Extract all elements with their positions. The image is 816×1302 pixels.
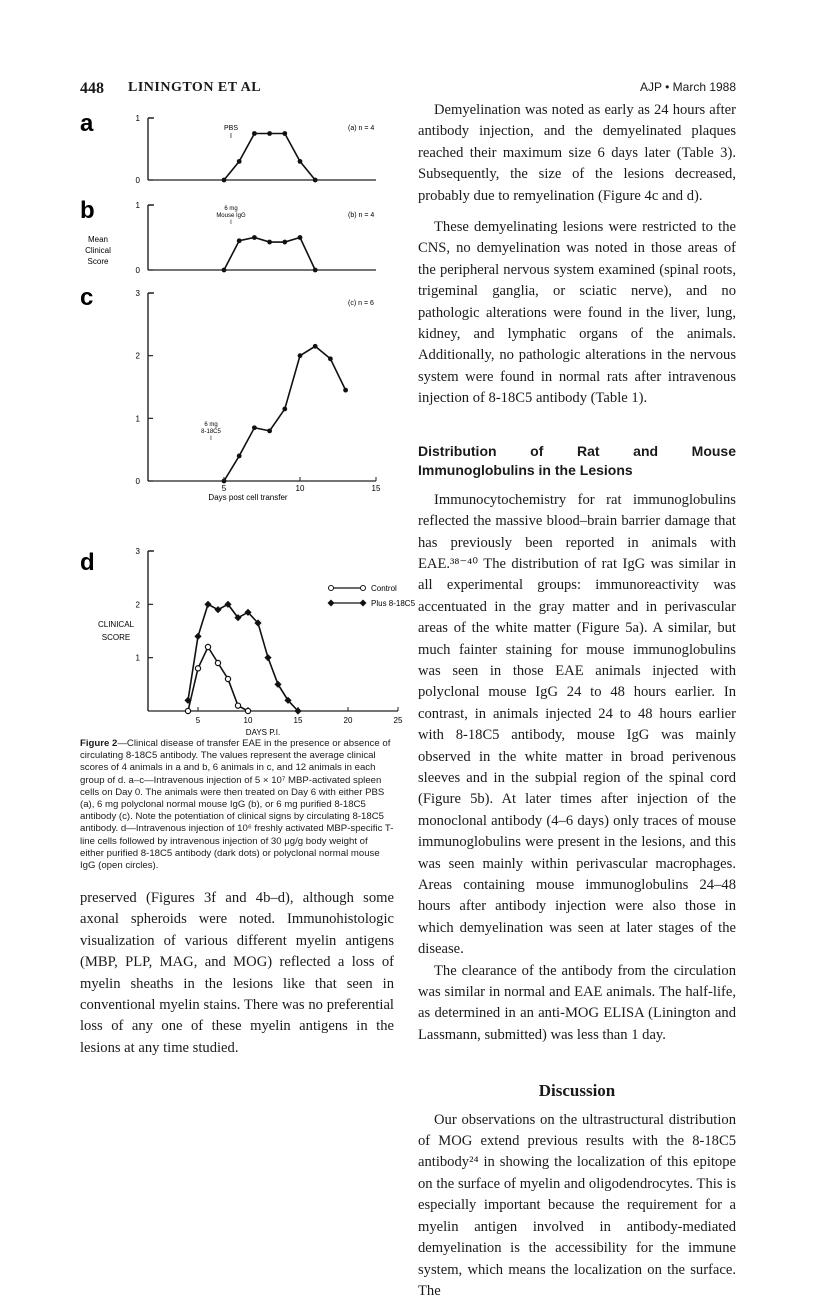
panel-n-label: (a) n = 4 [348,125,375,132]
data-point-panel-b [267,240,272,245]
treatment-label: 6 mg [204,422,218,428]
discussion-heading: Discussion [538,1081,616,1101]
data-point-panel-c [267,428,272,433]
x-tick-label: 10 [243,716,253,725]
data-point-control [205,644,210,649]
x-axis-label: DAYS P.I. [245,728,281,737]
left-column-text [80,888,394,1059]
legend-marker-plus [328,600,335,607]
treatment-label: I [230,133,232,140]
data-point-plus [214,606,221,613]
data-point-panel-b [237,238,242,243]
y-tick-label: 3 [135,547,140,556]
data-point-control [235,703,240,708]
y-axis-label: Score [87,257,109,266]
data-point-plus [194,633,201,640]
data-point-panel-c [237,454,242,459]
series-line-control [188,647,248,711]
paragraph: Immunocytochemistry for rat immunoglobulins reflected the massive blood–brain barrier damage that has previously been reported in animals with EAE.³⁸⁻⁴⁰ The distribution of rat IgG was similar in all experimental groups: immunoreactivity was accentuated in the gray matter and in perivascular areas of the white matter (Figure 5a). A similar, but much fainter staining for mouse immunoglobulins was seen in those EAE animals injected with polyclonal mouse IgG 24 to 48 hours earlier. In contrast, in animals injected 24 to 48 hours earlier with 8-18C5 antibody, mouse IgG was mainly observed in the white matter in broad perivenous sleeves and in the subpial region of the spinal cord (Figure 5b). At later times after injection of the monoclonal antibody (4–6 days) only traces of mouse immunoglobulins were present in the lesions, and this was seen mainly within perivascular macrophages. Areas containing mouse immunoglobulins 24–48 hours after antibody injection were also those in which demyelination was seen at later stages of the disease. [418,491,736,958]
data-point-control [225,676,230,681]
panel-label-c: c [80,284,94,311]
treatment-label: Mouse IgG [216,213,246,219]
y-tick-label: 0 [135,477,140,486]
data-point-control [185,708,190,713]
data-point-panel-b [298,235,303,240]
treatment-label: PBS [223,125,239,132]
y-tick-label: 1 [135,201,140,210]
figure-caption [80,738,394,872]
x-tick-label: 5 [195,716,201,725]
panel-label-b: b [80,197,95,224]
treatment-label: 8-18C5 [201,429,221,435]
y-axis-label: Clinical [85,246,111,255]
y-tick-label: 1 [135,114,140,123]
y-axis-label: SCORE [101,633,131,642]
x-tick-label: 20 [343,716,353,725]
section-heading: Distribution of Rat and Mouse Immunoglobulins in the Lesions [418,442,736,478]
data-point-panel-b [222,268,227,273]
legend-marker-control [329,586,334,591]
x-tick-label: 15 [293,716,303,725]
y-tick-label: 2 [135,351,140,361]
data-point-control [215,660,220,665]
y-tick-label: 0 [135,266,140,275]
series-line-panel-a [224,134,315,181]
legend-label-plus: Plus 8-18C5 [371,599,416,608]
y-tick-label: 1 [135,653,140,663]
legend-marker-control [361,586,366,591]
data-point-panel-b [252,235,257,240]
paragraph: Our observations on the ultrastructural distribution of MOG extend previous results with the 8-18C5 antibody²⁴ in showing the localization of this epitope on the surface of myelin and oligodendrocytes. This is especially important because the requirement for a myelin antigen involved in antibody-mediated demyelination is the accessibility for the immune system, which means the localization on the surface. The [418,1111,736,1299]
data-point-plus [204,601,211,608]
treatment-label: 6 mg [224,206,238,212]
figure-caption-text: —Clinical disease of transfer EAE in the presence or absence of circulating 8-18C5 antibody. The values represent the average clinical scores of 4 animals in a and b, 6 animals in c, and 12 animals in each group of d. a–c—Intravenous injection of 5 × 10⁷ MBP-activated spleen cells on Day 0. The animals were then treated on Day 6 with either PBS (a), 6 mg polyclonal normal mouse IgG (b), or 6 mg purified 8-18C5 antibody (c). Note the potentiation of clinical signs by circulating 8-18C5 antibody. d—Intravenous injection of 10⁶ freshly activated MBP-specific T-line cells followed by intravenous injection of 30 μg/g body weight of either purified 8-18C5 antibody (dark dots) or polyclonal normal mouse IgG (open circles). [80,738,394,872]
data-point-panel-c [298,353,303,358]
y-axis-label: Mean [87,235,109,244]
data-point-panel-c [313,344,318,349]
y-axis-label: CLINICAL [97,620,135,629]
data-point-panel-c [328,356,333,361]
y-tick-label: 3 [135,289,140,298]
panel-label-a: a [80,110,94,137]
right-column-text [418,100,736,1302]
data-point-control [195,666,200,671]
data-point-panel-b [282,240,287,245]
page-number: 448 [80,80,104,97]
legend-label-control: Control [371,584,397,593]
x-tick-label: 25 [393,716,403,725]
running-head-authors: LININGTON ET AL [128,80,262,95]
figure-caption-lead: Figure 2 [80,738,118,749]
paragraph: These demyelinating lesions were restricted to the CNS, no demyelination was noted in those areas of the peripheral nervous system examined (spinal roots, trigeminal ganglia, or sciatic nerve), and no pathologic alterations were found in the liver, lung, kidney, and lymphatic organs of the animals. Additionally, no pathologic alterations in the nervous system were found in normal rats after intravenous injection of 8-18C5 antibody (Table 1). [418,219,736,407]
panel-n-label: (b) n = 4 [348,212,375,219]
data-point-panel-a [267,131,272,136]
panel-n-label: (c) n = 6 [348,300,374,307]
treatment-label: I [230,220,232,226]
legend-marker-plus [360,600,367,607]
paragraph: The clearance of the antibody from the circulation was similar in normal and EAE animals. The half-life, as determined in an anti-MOG ELISA (Linington and Lassmann, submitted) was less than 1 day. [418,962,736,1043]
data-point-panel-b [313,268,318,273]
data-point-panel-a [252,131,257,136]
data-point-plus [274,681,281,688]
y-tick-label: 0 [135,176,140,185]
series-line-plus [188,604,298,711]
running-head-journal: AJP • March 1988 [640,80,737,94]
data-point-panel-a [222,178,227,183]
x-axis-label: Days post cell transfer [208,493,288,502]
x-tick-label: 5 [221,484,227,493]
x-tick-label: 10 [295,484,305,493]
data-point-panel-c [252,425,257,430]
data-point-panel-a [298,159,303,164]
x-tick-label: 15 [371,484,381,493]
y-tick-label: 2 [135,600,140,610]
treatment-label: I [210,436,212,442]
panel-label-d: d [80,549,95,576]
data-point-panel-a [282,131,287,136]
data-point-panel-a [313,178,318,183]
paragraph: preserved (Figures 3f and 4b–d), although some axonal spheroids were noted. Immunohistologic visualization of various different myelin antigens (MBP, PLP, MAG, and MOG) reflected a loss of myelin sheaths in the lesions like that seen in conventional myelin stains. There was no preferential loss of any one of these myelin antigens in the lesions at any time studied. [80,890,394,1056]
data-point-panel-c [282,407,287,412]
data-point-panel-c [343,388,348,393]
data-point-plus [264,654,271,661]
paragraph: Demyelination was noted as early as 24 hours after antibody injection, and the demyelinated plaques reached their maximum size 6 days later (Table 3). Subsequently, the size of the lesions decreased, probably due to remyelination (Figure 4c and d). [418,102,736,204]
series-line-panel-c [224,346,346,481]
data-point-panel-a [237,159,242,164]
data-point-control [245,708,250,713]
y-tick-label: 1 [135,414,140,424]
